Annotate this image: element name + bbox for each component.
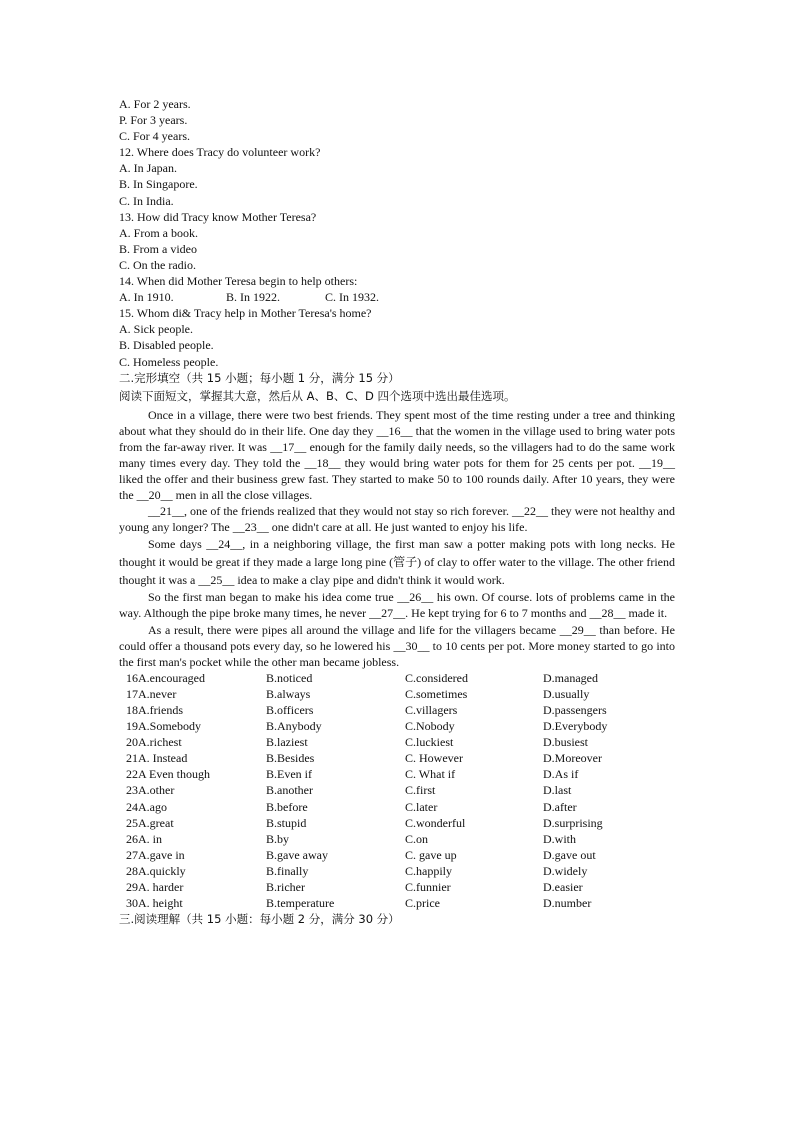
answer-option: B. In Singapore. [119,177,198,192]
answer-option: B. From a video [119,241,197,256]
choice-d: D.Everybody [543,719,608,734]
choice-a: 22A Even though [126,767,210,782]
choice-c: C.considered [405,670,468,685]
choice-d: D.busiest [543,735,588,750]
passage-paragraph: __21__, one of the friends realized that they would not stay so rich forever. __22__ they were not healthy and young any longer? The __23__ one didn't care at all. He just wanted to enjoy his life. [119,504,675,535]
passage-paragraph: So the first man began to make his idea come true __26__ his own. Of course. lots of problems came in the way. Although the pipe broke many times, he never __27__. He kept trying for 6 to 7 months and __28__ made it. [119,590,675,621]
choice-c: C.funnier [405,880,451,895]
choice-b: B.finally [266,863,309,878]
choice-d: D.last [543,783,572,798]
choice-c: C.wonderful [405,815,466,830]
choice-d: D.widely [543,863,588,878]
choice-row-29 [126,879,663,895]
choice-c: C.price [405,896,440,911]
choice-b: B.before [266,799,308,814]
answer-option: C. On the radio. [119,257,196,272]
choice-row-21 [126,750,663,766]
question-14: 14. When did Mother Teresa begin to help others: [119,274,358,289]
choice-a: 16A.encouraged [126,670,205,685]
choice-a: 30A. height [126,896,183,911]
question-14-options [119,289,675,305]
choice-b: B.laziest [266,735,308,750]
exam-page [119,96,675,928]
answer-option: A. In 1910. [119,290,174,305]
choice-row-16 [126,670,663,686]
choice-d: D.As if [543,767,579,782]
choice-b: B.noticed [266,670,313,685]
choice-c: C.sometimes [405,686,468,701]
passage-paragraph: Some days __24__, in a neighboring village, the first man saw a potter making pots with long necks. He thought it would be great if they made a large long pine (管子) of clay to offer water to the village. The other friend thought it was a __25__ idea to make a clay pipe and didn't think it would work. [119,537,675,588]
choice-a: 26A. in [126,831,162,846]
answer-option: C. In 1932. [325,290,379,305]
choice-row-26 [126,831,663,847]
choice-c: C.Nobody [405,719,455,734]
choice-a: 20A.richest [126,735,182,750]
choice-c: C.later [405,799,438,814]
choice-a: 17A.never [126,686,177,701]
passage-paragraph: Once in a village, there were two best friends. They spent most of the time resting under a tree and thinking about what they should do in their life. One day they __16__ that the women in the village used to bring water pots from the far-away river. It was __17__ enough for the family daily needs, so the villagers had to do the same work many times every day. They told the __18__ they would bring water pots for them for 25 cents per pot. __19__ liked the offer and their business grew fast. They started to make 50 to 100 rounds daily. After 10 years, they were the __20__ men in all the close villages. [119,407,675,503]
answer-option: B. In 1922. [226,290,280,305]
choice-c: C.on [405,831,429,846]
choice-d: D.easier [543,880,583,895]
passage-paragraph: As a result, there were pipes all around the village and life for the villagers became __29__ than before. He could offer a thousand pots every day, so he lowered his __30__ to 10 cents per pot. More money started to go into the first man's pocket while the other man became jobless. [119,622,675,669]
choice-c: C.villagers [405,703,458,717]
choice-row-19 [126,718,663,734]
question-12: 12. Where does Tracy do volunteer work? [119,145,321,160]
answer-option: A. For 2 years. [119,97,191,111]
choice-c: C.happily [405,863,452,878]
answer-option: A. From a book. [119,225,198,240]
choice-d: D.after [543,799,577,814]
section-3-heading: 三.阅读理解（共 15 小题：每小题 2 分，满分 30 分） [119,912,400,927]
answer-option: A. In Japan. [119,161,177,176]
choice-a: 28A.quickly [126,863,186,878]
choice-b: B.Even if [266,767,312,782]
choice-b: B.richer [266,880,305,895]
choice-a: 24A.ago [126,799,167,814]
choice-d: D.surprising [543,815,603,830]
choice-c: C.luckiest [405,735,454,750]
choice-a: 25A.great [126,815,174,830]
choice-row-30 [126,895,663,911]
listening-options-block [119,96,675,370]
choice-d: D.with [543,831,576,846]
answer-option: A. Sick people. [119,322,193,337]
choice-d: D.managed [543,670,598,685]
choice-c: C. gave up [405,847,457,862]
choice-c: C. However [405,751,463,766]
choice-b: B.temperature [266,896,335,911]
choice-row-20 [126,734,663,750]
choice-d: D.number [543,896,592,911]
choices-table [126,670,663,911]
choice-b: B.always [266,686,311,701]
choice-row-17 [126,686,663,702]
choice-d: D.Moreover [543,751,602,766]
choice-a: 21A. Instead [126,751,188,766]
answer-option: C. In India. [119,193,174,208]
choice-a: 18A.friends [126,703,183,717]
choice-b: B.gave away [266,847,328,862]
choice-a: 27A.gave in [126,847,185,862]
choice-c: C. What if [405,767,456,782]
choice-b: B.stupid [266,815,307,830]
section-2-instruction: 阅读下面短文，掌握其大意，然后从 A、B、C、D 四个选项中选出最佳选项。 [119,389,516,404]
choice-a: 19A.Somebody [126,719,201,734]
choice-row-27 [126,847,663,863]
question-15: 15. Whom di& Tracy help in Mother Teresa's home? [119,306,372,321]
choice-row-28 [126,863,663,879]
choice-a: 29A. harder [126,880,184,895]
choice-d: D.usually [543,686,590,701]
choice-b: B.another [266,783,313,798]
cloze-passage [119,407,675,670]
section-2-heading: 二.完形填空（共 15 小题；每小题 1 分，满分 15 分） [119,370,400,385]
answer-option: C. For 4 years. [119,129,190,144]
choice-d: D.gave out [543,847,596,862]
choice-b: B.Besides [266,751,315,766]
choice-row-25 [126,815,663,831]
choice-c: C.first [405,783,436,798]
choice-d: D.passengers [543,703,607,717]
choice-row-18 [126,702,663,718]
answer-option: P. For 3 years. [119,113,188,128]
choice-row-22 [126,766,663,782]
choice-b: B.Anybody [266,719,322,734]
choice-a: 23A.other [126,783,175,798]
question-13: 13. How did Tracy know Mother Teresa? [119,209,317,224]
choice-row-24 [126,799,663,815]
answer-option: C. Homeless people. [119,354,219,369]
answer-option: B. Disabled people. [119,338,214,353]
choice-b: B.officers [266,703,314,717]
choice-b: B.by [266,831,290,846]
choice-row-23 [126,782,663,798]
